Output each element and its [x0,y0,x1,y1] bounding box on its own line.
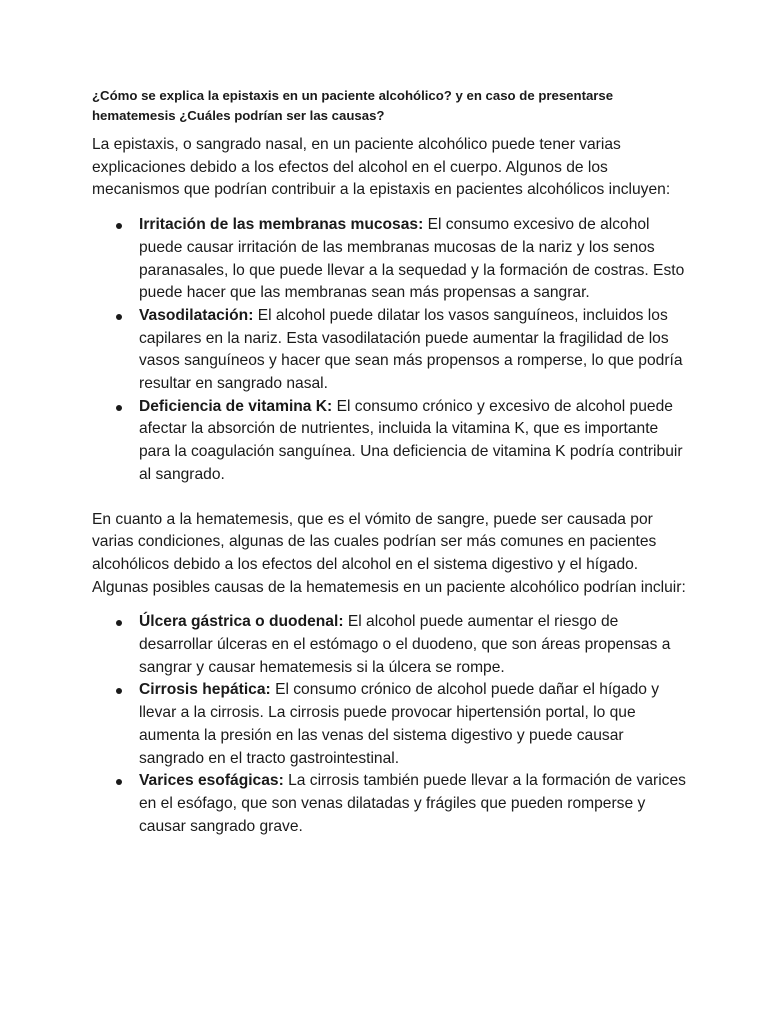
list-item [92,214,692,305]
cause-text: La cirrosis también puede llevar a la formación de varices en el esófago, que son venas dilatadas y frágiles que pueden romperse y causar sangrado grave. [139,772,686,835]
cause-term: Deficiencia de vitamina K: [139,397,333,415]
cause-text: El alcohol puede dilatar los vasos sanguíneos, incluidos los capilares en la nariz. Esta vasodilatación puede aumentar la fragilidad de los vasos sanguíneos y hacer que sean más propensos a romperse, lo que podría resultar en sangrado nasal. [139,306,683,393]
list-item [92,305,692,396]
epistaxis-intro-paragraph: La epistaxis, o sangrado nasal, en un paciente alcohólico puede tener varias explicaciones debido a los efectos del alcohol en el cuerpo. Algunos de los mecanismos que podrían contribuir a la epistaxis en pacientes alcohólicos incluyen: [92,136,671,199]
cause-text: El consumo crónico y excesivo de alcohol puede afectar la absorción de nutrientes, incluida la vitamina K, que es importante para la coagulación sanguínea. Una deficiencia de vitamina K podría contribuir al sangrado. [139,397,683,483]
hematemesis-causes-list [92,611,692,838]
list-item [92,679,692,770]
bullet-icon [116,779,122,785]
list-item [92,396,692,487]
bullet-icon [116,223,122,229]
cause-term: Cirrosis hepática: [139,681,271,699]
cause-term: Irritación de las membranas mucosas: [139,216,424,234]
hematemesis-intro-paragraph: En cuanto a la hematemesis, que es el vómito de sangre, puede ser causada por varias condiciones, algunas de las cuales podrían ser más comunes en pacientes alcohólicos debido a los efectos del alcohol en el sistema digestivo y el hígado. Algunas posibles causas de la hematemesis en un paciente alcohólico podrían incluir: [92,510,686,596]
epistaxis-causes-list [92,214,692,486]
cause-term: Varices esofágicas: [139,772,284,790]
document-page [92,86,692,838]
list-item [92,611,692,679]
list-item [92,770,692,838]
spacer [92,487,692,509]
cause-text: El alcohol puede aumentar el riesgo de desarrollar úlceras en el estómago o el duodeno, que son áreas propensas a sangrar y causar hematemesis si la úlcera se rompe. [139,613,671,676]
cause-text: El consumo excesivo de alcohol puede causar irritación de las membranas mucosas de la nariz y los senos paranasales, lo que puede llevar a la sequedad y la formación de costras. Esto puede hacer que las membranas sean más propensas a sangrar. [139,216,685,302]
cause-term: Úlcera gástrica o duodenal: [139,613,344,631]
cause-term: Vasodilatación: [139,306,254,324]
cause-text: El consumo crónico de alcohol puede dañar el hígado y llevar a la cirrosis. La cirrosis puede provocar hipertensión portal, lo que aumenta la presión en las venas del sistema digestivo y puede causar sangrado en el tracto gastrointestinal. [139,681,660,767]
bullet-icon [116,620,122,626]
bullet-icon [116,314,122,320]
bullet-icon [116,405,122,411]
bullet-icon [116,688,122,694]
question-heading: ¿Cómo se explica la epistaxis en un paciente alcohólico? y en caso de presentarse hematemesis ¿Cuáles podrían ser las causas? [92,88,614,123]
